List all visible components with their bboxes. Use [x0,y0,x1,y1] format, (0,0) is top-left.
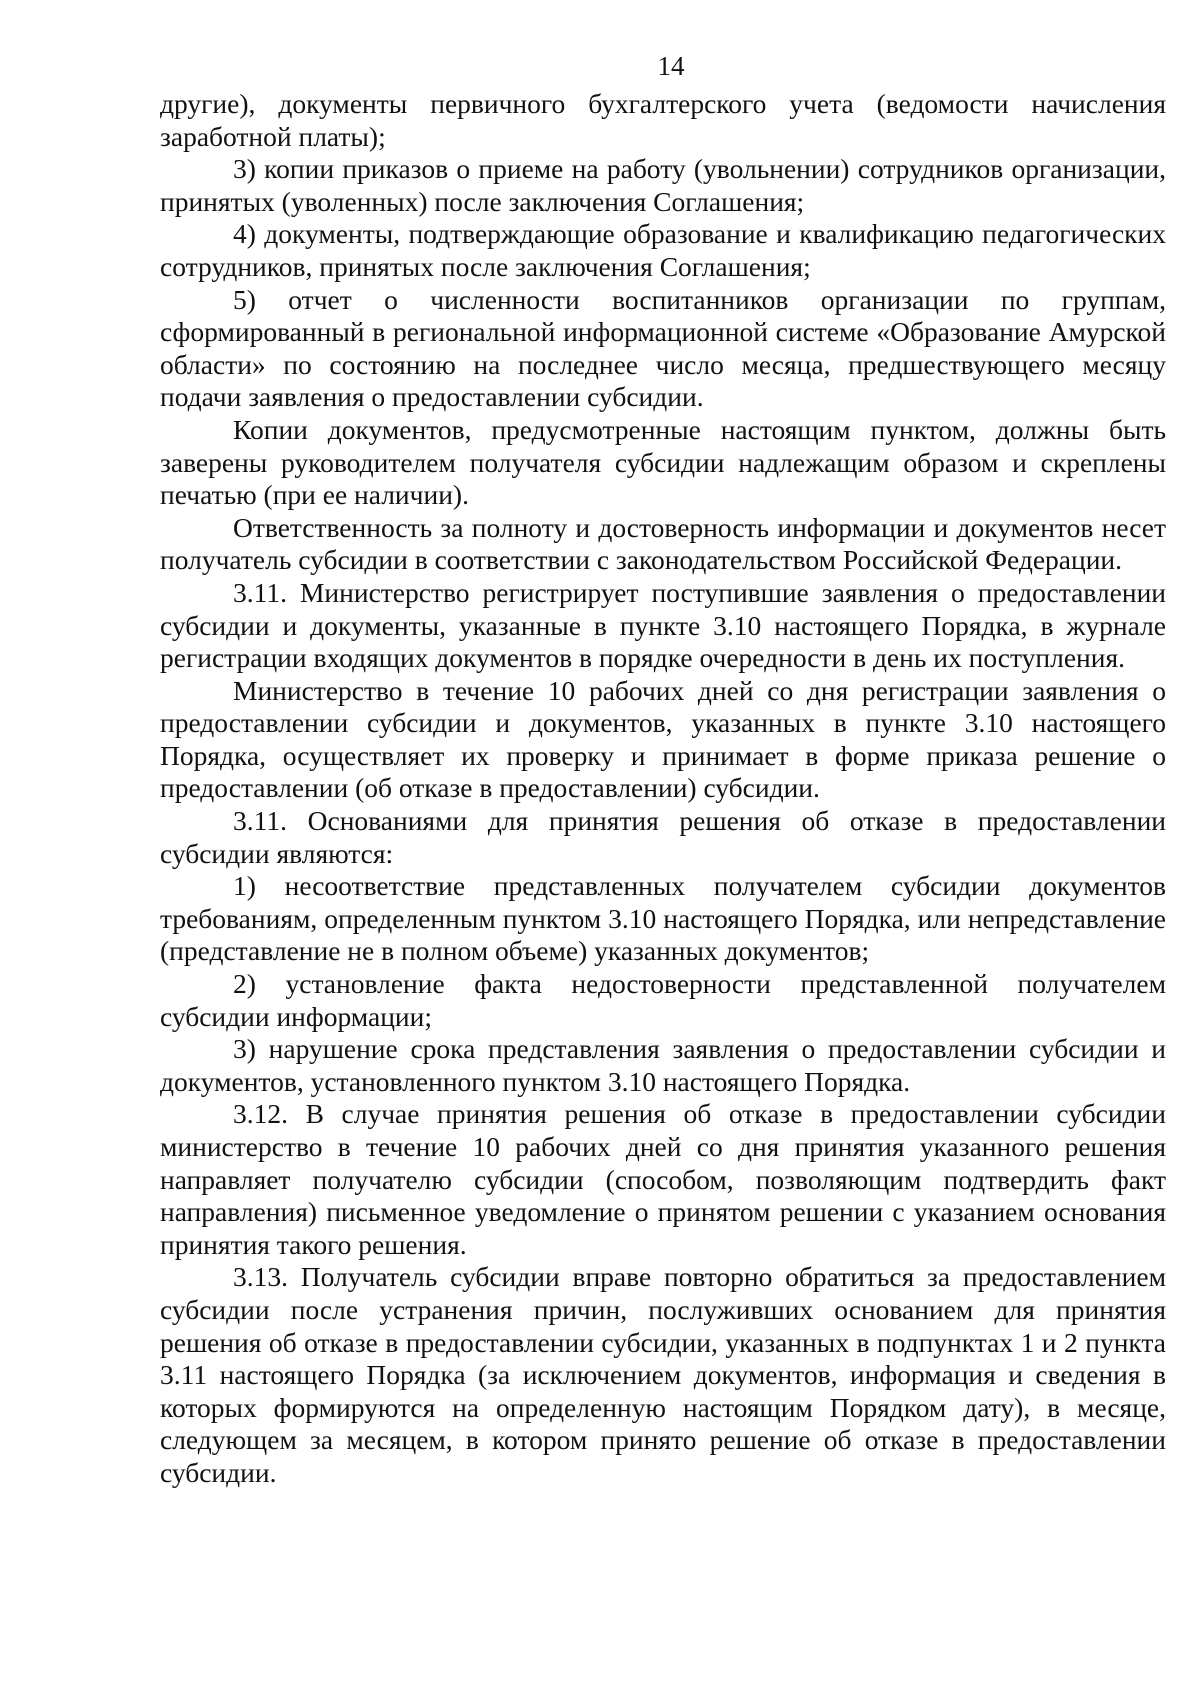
paragraph-copies-certification: Копии документов, предусмотренные настоящим пунктом, должны быть заверены руководителем получателя субсидии надлежащим образом и скреплены печатью (при ее наличии). [160,413,1166,511]
document-page [160,50,1166,1490]
paragraph-responsibility: Ответственность за полноту и достоверность информации и документов несет получатель субсидии в соответствии с законодательством Российской Федерации. [160,511,1166,576]
paragraph-3-12-notification: 3.12. В случае принятия решения об отказе в предоставлении субсидии министерство в течение 10 рабочих дней со дня принятия указанного решения направляет получателю субсидии (способом, позволяющим подтвердить факт направления) письменное уведомление о принятом решении с указанием основания принятия такого решения. [160,1098,1166,1260]
paragraph-item-5: 5) отчет о численности воспитанников организации по группам, сформированный в региональной информационной системе «Образование Амурской области» по состоянию на последнее число месяца, предшествующего месяцу подачи заявления о предоставлении субсидии. [160,283,1166,413]
paragraph-ministry-review: Министерство в течение 10 рабочих дней со дня регистрации заявления о предоставлении субсидии и документов, указанных в пункте 3.10 настоящего Порядка, осуществляет их проверку и принимает в форме приказа решение о предоставлении (об отказе в предоставлении) субсидии. [160,674,1166,804]
paragraph-ground-1: 1) несоответствие представленных получателем субсидии документов требованиям, определенным пунктом 3.10 настоящего Порядка, или непредставление (представление не в полном объеме) указанных документов; [160,870,1166,967]
paragraph-item-4: 4) документы, подтверждающие образование и квалификацию педагогических сотрудников, принятых после заключения Соглашения; [160,218,1166,282]
paragraph-3-11-registration: 3.11. Министерство регистрирует поступившие заявления о предоставлении субсидии и документы, указанные в пункте 3.10 настоящего Порядка, в журнале регистрации входящих документов в порядке очередности в день их поступления. [160,576,1166,674]
paragraph-ground-2: 2) установление факта недостоверности представленной получателем субсидии информации; [160,968,1166,1032]
paragraph-3-11-refusal-grounds: 3.11. Основаниями для принятия решения об отказе в предоставлении субсидии являются: [160,805,1166,869]
paragraph-ground-3: 3) нарушение срока представления заявления о предоставлении субсидии и документов, установленного пунктом 3.10 настоящего Порядка. [160,1033,1166,1097]
paragraph-item-3: 3) копии приказов о приеме на работу (увольнении) сотрудников организации, принятых (уволенных) после заключения Соглашения; [160,153,1166,217]
paragraph-continuation: другие), документы первичного бухгалтерского учета (ведомости начисления заработной платы); [160,88,1166,152]
paragraph-3-13-reapplication: 3.13. Получатель субсидии вправе повторно обратиться за предоставлением субсидии после устранения причин, послуживших основанием для принятия решения об отказе в предоставлении субсидии, указанных в подпунктах 1 и 2 пункта 3.11 настоящего Порядка (за исключением документов, информация и сведения в которых формируются на определенную настоящим Порядком дату), в месяце, следующем за месяцем, в котором принято решение об отказе в предоставлении субсидии. [160,1261,1166,1488]
page-number: 14 [657,51,685,81]
